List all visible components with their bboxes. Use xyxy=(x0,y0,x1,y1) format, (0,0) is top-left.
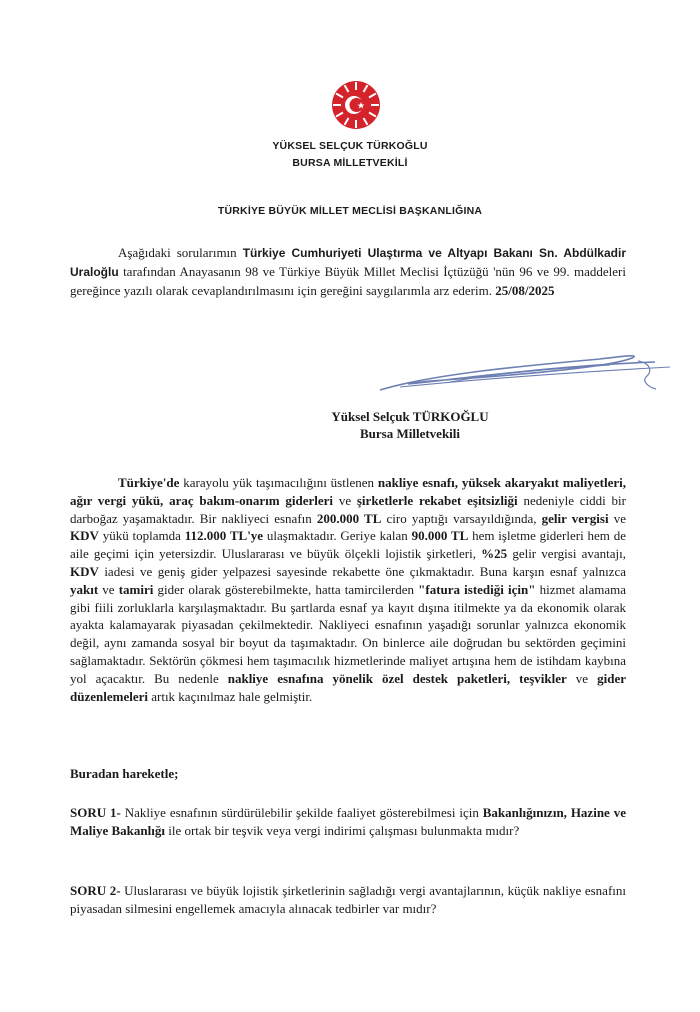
signature-name: Yüksel Selçuk TÜRKOĞLU xyxy=(331,409,489,424)
body-span: ve xyxy=(608,510,626,526)
body-span: artık kaçınılmaz hale gelmiştir. xyxy=(147,688,313,704)
question-2 xyxy=(70,882,626,918)
mp-name-header: YÜKSEL SELÇUK TÜRKOĞLU xyxy=(272,140,428,152)
body-span: nedeniyle ciddi bir darboğaz yaşamaktadır. Bir nakliyeci esnafın xyxy=(70,492,626,526)
body-span: 112.000 TL'ye xyxy=(184,528,264,544)
body-span: ve xyxy=(98,581,119,597)
body-span: %25 xyxy=(481,546,508,562)
intro-minister-name: Türkiye Cumhuriyeti Ulaştırma ve Altyapı Bakanı Sn. Abdülkadir Uraloğlu xyxy=(70,246,626,279)
intro-date: 25/08/2025 xyxy=(495,282,555,298)
body-span: ciro yaptığı varsayıldığında, xyxy=(381,510,542,526)
body-span: KDV xyxy=(70,528,99,544)
intro-paragraph xyxy=(70,244,626,299)
mp-title-header: BURSA MİLLETVEKİLİ xyxy=(292,157,408,169)
body-span: Türkiye'de xyxy=(118,475,180,490)
body-span: 90.000 TL xyxy=(411,528,469,544)
question-1-ministries: Bakanlığınızın, Hazine ve Maliye Bakanlığı xyxy=(70,805,626,838)
body-span: ve xyxy=(333,492,357,508)
body-span: "fatura istediği için" xyxy=(418,581,536,597)
body-span: tamiri xyxy=(118,581,154,597)
body-span: yükü toplamda xyxy=(98,528,185,544)
intro-text-1: Aşağıdaki sorularımın xyxy=(118,245,243,260)
section-heading: Buradan hareketle; xyxy=(70,766,179,781)
question-2-label: SORU 2- xyxy=(70,883,121,898)
intro-text-2: tarafından Anayasanın 98 ve Türkiye Büyük Millet Meclisi İçtüzüğü 'nün 96 ve 99. maddeleri gereğince yazılı olarak cevaplandırılmasını için gereğini saygılarımla arz ederim. xyxy=(70,263,626,298)
addressee-header: TÜRKİYE BÜYÜK MİLLET MECLİSİ BAŞKANLIĞINA xyxy=(217,205,483,217)
body-span: gider düzenlemeleri xyxy=(70,670,626,704)
question-1-label: SORU 1- xyxy=(70,805,121,820)
signature-image xyxy=(370,345,680,405)
body-span: hem işletme giderleri hem de aile geçimi için yetersizdir. Uluslararası ve büyük ölçekli lojistik şirketleri, xyxy=(70,528,626,562)
body-span: gider olarak gösterebilmekte, hatta tamircilerden xyxy=(153,581,419,597)
tbmm-emblem-icon xyxy=(331,80,381,130)
body-span: gelir vergisi xyxy=(541,510,609,526)
body-span: hizmet alamama gibi fiili zorluklarla karşılaşmaktadır. Bu şartlarda esnaf ya kayıt dışına itilmekte ya da ekonomik olarak ayakta kalamayarak piyasadan çekilmektedir. Nakliyeci esnafının yaşadığı sorunlar yalnızca ekonomik değil, aynı zamanda sosyal bir boyut da taşımaktadır. On binlerce aile doğrudan bu sektörden geçimini sağlamaktadır. Sektörün çökmesi hem taşımacılık hizmetlerinde maliyet artışına hem de istihdam kaybına yol açacaktır. Bu nedenle xyxy=(70,581,626,686)
body-span: iadesi ve geniş gider yelpazesi sayesinde rekabette öne çıkmaktadır. Buna karşın esnaf yalnızca xyxy=(98,563,626,579)
body-span: 200.000 TL xyxy=(316,510,382,526)
body-span: ve xyxy=(566,670,598,686)
body-span: ulaşmaktadır. Geriye kalan xyxy=(263,528,412,544)
body-paragraph xyxy=(70,474,626,705)
question-1-text: Nakliye esnafının sürdürülebilir şekilde faaliyet gösterebilmesi için xyxy=(120,805,483,820)
body-span: KDV xyxy=(70,563,99,579)
question-1 xyxy=(70,804,626,840)
body-span: nakliye esnafı, yüksek akaryakıt maliyetleri, ağır vergi yükü, araç bakım-onarım giderleri xyxy=(70,475,627,508)
body-span: gelir vergisi avantajı, xyxy=(507,546,626,562)
body-span: karayolu yük taşımacılığını üstlenen xyxy=(179,475,378,490)
signature-title: Bursa Milletvekili xyxy=(359,426,461,441)
body-span: şirketlerle rekabet eşitsizliği xyxy=(356,492,518,508)
body-span: nakliye esnafına yönelik özel destek paketleri, teşvikler xyxy=(227,670,567,686)
body-span: yakıt xyxy=(70,581,99,597)
question-1-text-end: ile ortak bir teşvik veya vergi indirimi çalışması bulunmakta mıdır? xyxy=(164,822,520,838)
question-2-text: Uluslararası ve büyük lojistik şirketlerinin sağladığı vergi avantajlarının, küçük nakliye esnafını piyasadan silmesini engellemek amacıyla alınacak tedbirler var mıdır? xyxy=(70,883,626,916)
